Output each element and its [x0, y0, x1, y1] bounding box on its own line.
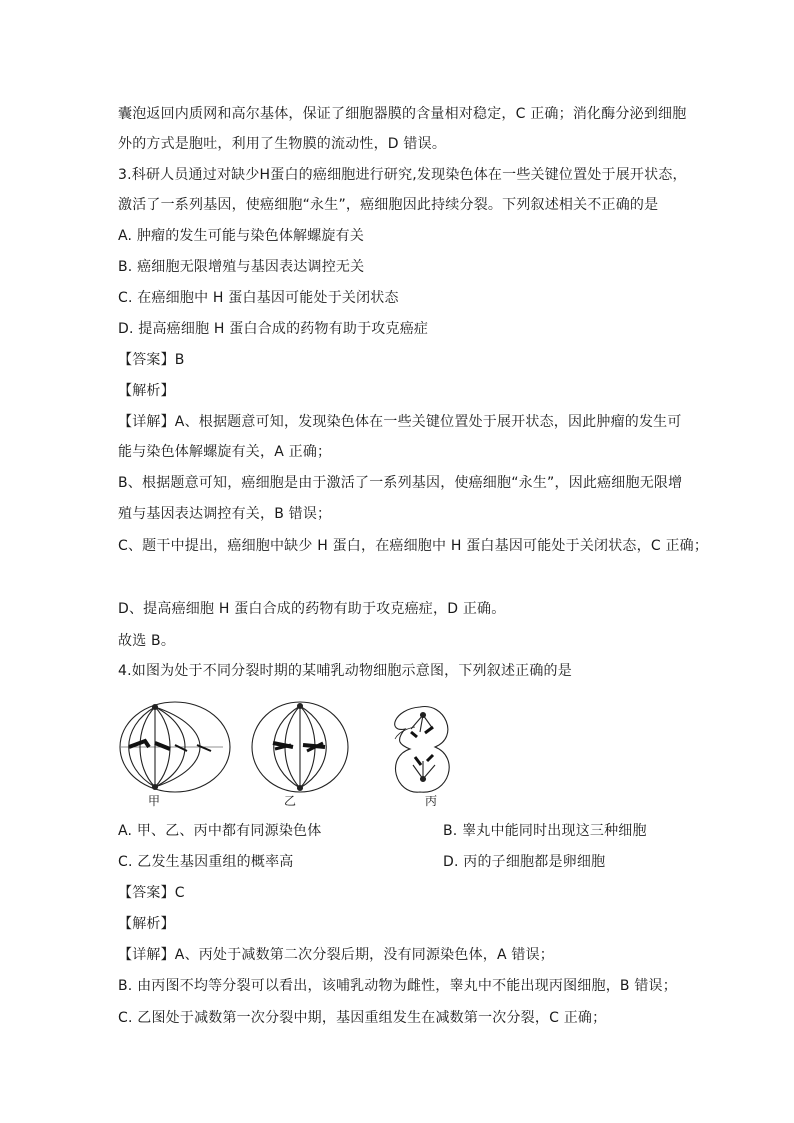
cell-division-figure: [115, 697, 455, 809]
cell-bing: [395, 707, 449, 793]
answer-label: 【答案】B: [118, 352, 185, 368]
q4-option-a: A. 甲、乙、丙中都有同源染色体: [118, 823, 322, 839]
option-d: D. 提高癌细胞 H 蛋白合成的药物有助于攻克癌症: [118, 321, 429, 337]
analysis-label: 【解析】: [118, 916, 175, 932]
option-c: C. 在癌细胞中 H 蛋白基因可能处于关闭状态: [118, 290, 399, 306]
figure-label-yi: 乙: [284, 794, 297, 808]
question-3-stem: 3.科研人员通过对缺少H蛋白的癌细胞进行研究,发现染色体在一些关键位置处于展开状态，: [118, 167, 687, 183]
text-line: 外的方式是胞吐，利用了生物膜的流动性，D 错误。: [118, 136, 447, 152]
q4-option-c: C. 乙发生基因重组的概率高: [118, 854, 294, 870]
cell-yi: [252, 702, 348, 792]
q4-option-b: B. 睾丸中能同时出现这三种细胞: [443, 823, 647, 839]
q4-option-d: D. 丙的子细胞都是卵细胞: [443, 854, 606, 870]
explanation-line: C. 乙图处于减数第一次分裂中期，基因重组发生在减数第一次分裂，C 正确；: [118, 1010, 607, 1026]
explanation-line: D、提高癌细胞 H 蛋白合成的药物有助于攻克癌症，D 正确。: [118, 601, 506, 617]
explanation-line: B. 由丙图不均等分裂可以看出，该哺乳动物为雌性，睾丸中不能出现丙图细胞，B 错误；: [118, 978, 677, 994]
cell-jia: [120, 702, 230, 792]
option-a: A. 肿瘤的发生可能与染色体解螺旋有关: [118, 228, 365, 244]
explanation-line: 能与染色体解螺旋有关，A 正确；: [118, 444, 332, 460]
explanation-line: 殖与基因表达调控有关，B 错误；: [118, 506, 332, 522]
explanation-line: 【详解】A、根据题意可知，发现染色体在一些关键位置处于展开状态，因此肿瘤的发生可: [118, 414, 682, 430]
conclusion-line: 故选 B。: [118, 633, 176, 649]
analysis-label: 【解析】: [118, 383, 175, 399]
explanation-line: B、根据题意可知，癌细胞是由于激活了一系列基因，使癌细胞“永生”，因此癌细胞无限增: [118, 475, 683, 491]
explanation-line: 【详解】A、丙处于减数第二次分裂后期，没有同源染色体，A 错误；: [118, 947, 555, 963]
question-3-stem: 激活了一系列基因，使癌细胞“永生”，癌细胞因此持续分裂。下列叙述相关不正确的是: [118, 197, 659, 213]
text-line: 囊泡返回内质网和高尔基体，保证了细胞器膜的含量相对稳定，C 正确；消化酶分泌到细胞: [118, 106, 687, 122]
answer-label: 【答案】C: [118, 885, 185, 901]
option-b: B. 癌细胞无限增殖与基因表达调控无关: [118, 259, 365, 275]
figure-label-jia: 甲: [148, 794, 161, 808]
question-4-stem: 4.如图为处于不同分裂时期的某哺乳动物细胞示意图，下列叙述正确的是: [118, 663, 572, 679]
explanation-line: C、题干中提出，癌细胞中缺少 H 蛋白，在癌细胞中 H 蛋白基因可能处于关闭状态，C 正确；: [118, 538, 709, 554]
figure-label-bing: 丙: [425, 794, 438, 808]
